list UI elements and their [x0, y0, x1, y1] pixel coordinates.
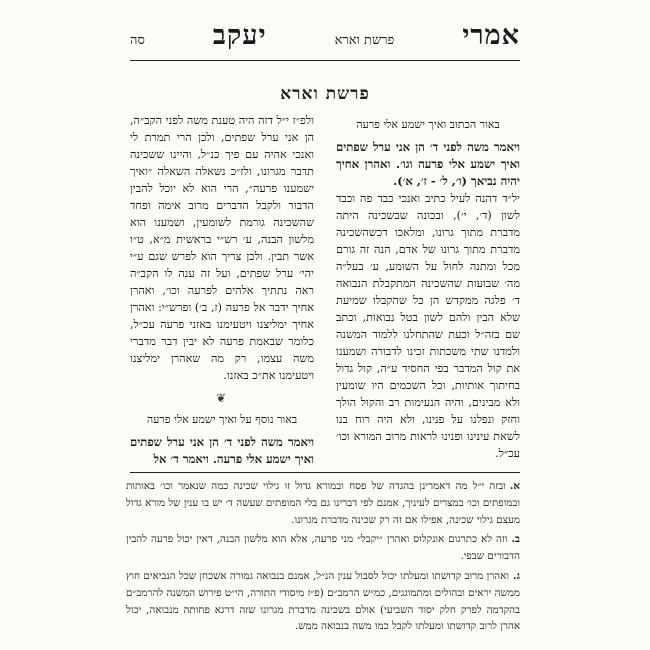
- header-parsha: פרשת וארא: [334, 33, 395, 48]
- right-column-body: [336, 190, 520, 462]
- header-title-left: יעקב: [212, 20, 267, 51]
- footnote-text: ואהרן מרוב קדושתו ומעלתו יכול לסבול ענין הנ״ל, אמנם בנבואה גמורה אשכחן שכל הנביאים חוץ ממשה יראים ובהולים ומתמוגגים, כמ״ש הרמב״ם (פ״ז מיסודי התורה, הי״ט פירוש המשנה להרמב״ם בהקדמה לפרק חלק יסוד השביעי) אולם בשכינה מדברת מגרונו שזה דרגא פחותה מנבואה, יכול אהרן לרוב קדושתו ומעלתו לקבל כמו משה בנבואה ממש.: [126, 569, 520, 633]
- page-number: סה: [130, 33, 145, 48]
- footnote-mark: ג.: [513, 569, 520, 582]
- right-column-verse: ויאמר משה לפני ד׳ הן אני ערל שפתים ואיך ישמע אלי פרעה וגו׳. ואהרן אחיך יהיה נביאך (ו׳, ל׳ - ז׳, א׳).: [336, 140, 520, 188]
- footnote-item: [126, 531, 520, 565]
- left-column-verse: ויאמר משה לפני ד׳ הן אני ערל שפתים ואיך ישמע אלי פרעה. ויאמר ד׳ אל: [130, 435, 314, 466]
- right-column-heading: באור הכתוב ואיך ישמע אלי פרעה: [356, 118, 500, 131]
- footnote-text: ובזה י״ל מה דאמרינן בהגדה של פסח ובמורא גדול זו גילוי שכינה כמה שנאמר וכו׳ באותות ובמופתים וכו׳ במצרים לעיניך, אמנם לפי דברינו גם בלי המופתים שעשה ד׳ יש בו ענין של מורא גדול מעצם גילוי שכינה, אפילו אם זה רק שכינה מדברת מגרונו.: [126, 480, 520, 526]
- footnote-text: וזה לא כתרגום אונקלוס ואהרן ״יקבל״ מני פרעה, אלא הוא מלשון הבנה, דאין יכול פרעה להבין הדבורים שבפי.: [126, 533, 520, 563]
- header-title-right: אמרי: [462, 20, 520, 51]
- chapter-title: פרשת וארא: [280, 84, 370, 104]
- footnote-item: [126, 478, 520, 528]
- left-column-paragraph: ולפ״ז י״ל דזה היה טענת משה לפני הקב״ה, הן אני ערל שפתים, ולכן הרי תמרת לי ואנכי אהיה עם פיך כנ״ל, והיינו ששכינה תדבר מגרונו, ולז״כ נשאלה השאלה ״ואיך ישמענו פרעה״, הרי הוא לא יוכל להבין הדבור ולקבל הדברים מרוב אימה ופחד שהשכינה גורמת לשומעין, ושמענו הוא מלשון הבנה, ע׳ רש״י בראשית מ״א, ט״ו אשר תבין. ולכן צריך הוא לפרש שגם ע״י יהי׳ ערל שפתים, ועל זה ענה לו הקב״ה ראה נתתיך אלהים לפרעה וכו׳, ואהרן אחיך ידבר אל פרעה (ז, ב׳) ופרש״י: ואהרן אחיך ימליצנו ויטעימנו באזני פרעה עכ״ל, כלומר שבאמת פרעה לא יבין דבר מדברי משה עצמו, רק מה שאהרן ימליצנו ויטעימנו את״כ באזנו.: [130, 114, 314, 382]
- right-column: [336, 112, 520, 470]
- left-column-heading: באור נוסף על ואיך ישמע אלי פרעה: [146, 413, 298, 426]
- text-columns: [130, 112, 520, 470]
- footnote-item: [126, 568, 520, 635]
- footnote-mark: ב.: [511, 533, 520, 546]
- left-column-body: [130, 112, 314, 384]
- footnotes: [126, 478, 520, 638]
- footnote-divider: [130, 472, 520, 473]
- running-header: [130, 20, 520, 61]
- ornament-divider: ❦: [215, 391, 229, 405]
- right-column-paragraph: יל״ד דהנה לעיל כתיב ואנכי כבד פה וכבד לשון (ד׳, י׳), ובכונה שבשכינה היתה מדברת מתוך גרונו, ומלאכו דכשהשכינה מדברת מתוך גרונו של אדם, הנה זה גורם מכל ומתנה לחול על השומע, ע׳ בעל״ה מה׳ שבועות שהשכינה המתקבלת הנבואה ד׳ פלגה ממקדש הן כל שהקבלו שמיעת שלא הבין ולהם לשון בטל נבואות, וכתב שם בזה״ל וכעת שהתחלנו ללמוד המשנה ולמדנו שתי משכתות זכינו לדבורה ושמענו את קול המדבר בפי החסיד ע״ה, קול גדול בחיתוך אותיות, וכל השכמים היו שומעין ולא מבינים, והיה הנעימות רב והקול הולך וחזק ונפלנו על פנינו, ולא היה רוח בנו לשאת עינינו ופנינו לראות מרוב המורא וכו׳ עכ״ל.: [336, 192, 520, 460]
- footnote-mark: א.: [509, 480, 520, 492]
- left-column: [130, 112, 314, 470]
